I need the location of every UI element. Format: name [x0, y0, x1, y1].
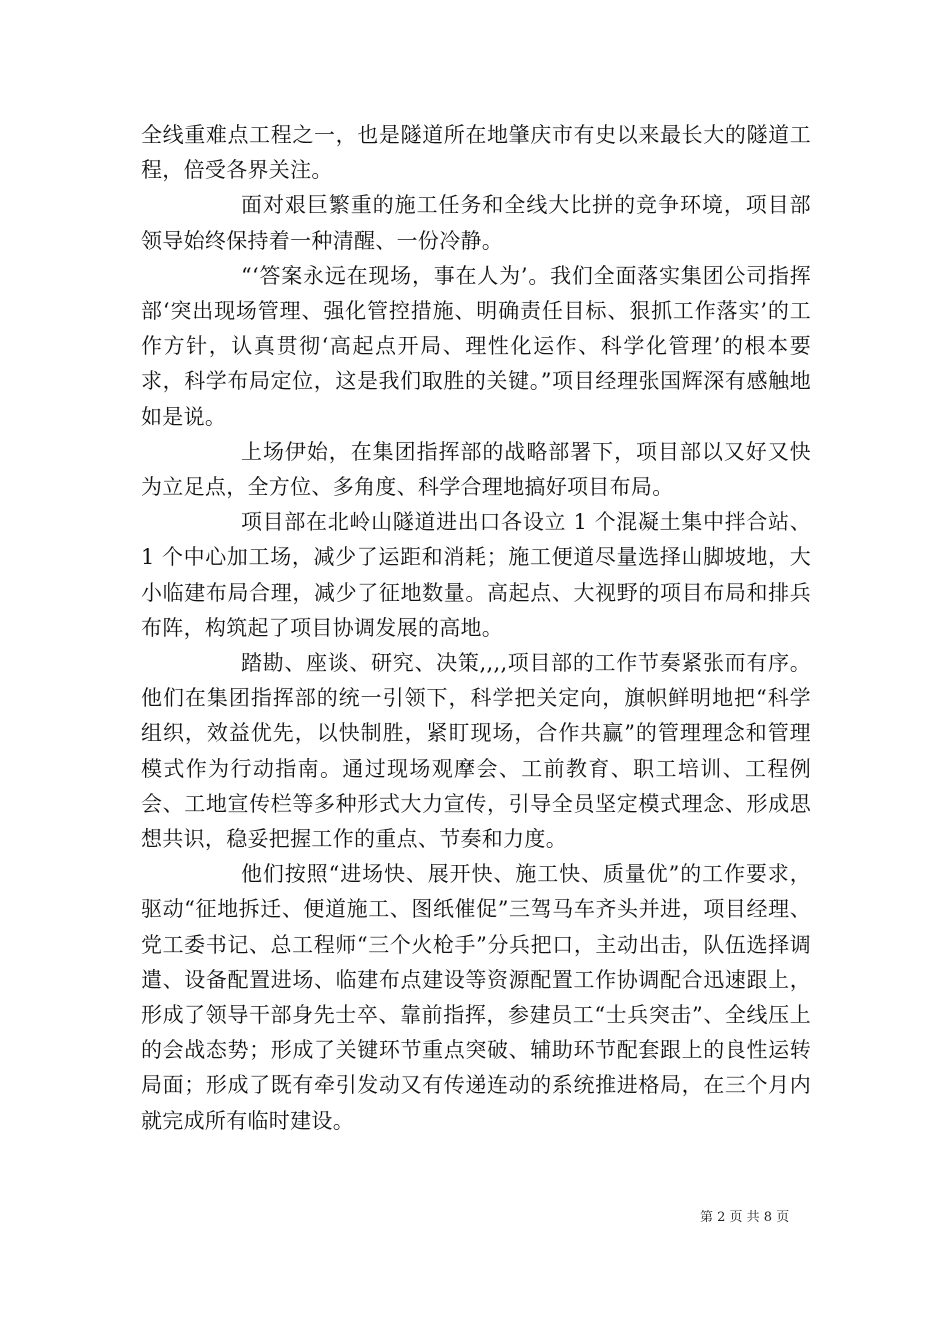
paragraph: 项目部在北岭山隧道进出口各设立 1 个混凝土集中拌合站、1 个中心加工场，减少了运距和消耗；施工便道尽量选择山脚坡地，大小临建布局合理，减少了征地数量。高起点、大视野的项目布局和排兵布阵，构筑起了项目协调发展的高地。	[141, 510, 811, 640]
paragraph-quote: “‘答案永远在现场，事在人为’。我们全面落实集团公司指挥部‘突出现场管理、强化管控措施、明确责任目标、狠抓工作落实’的工作方针，认真贯彻‘高起点开局、理性化运作、科学化管理’的根本要求，科学布局定位，这是我们取胜的关键。”项目经理张国辉深有感触地如是说。	[141, 263, 811, 429]
paragraph: 面对艰巨繁重的施工任务和全线大比拼的竞争环境，项目部领导始终保持着一种清醒、一份冷静。	[141, 193, 811, 253]
paragraph: 踏勘、座谈、研究、决策,,,,项目部的工作节奏紧张而有序。他们在集团指挥部的统一引领下，科学把关定向，旗帜鲜明地把“科学组织，效益优先，以快制胜，紧盯现场，合作共赢”的管理理念和管理模式作为行动指南。通过现场观摩会、工前教育、职工培训、工程例会、工地宣传栏等多种形式大力宣传，引导全员坚定模式理念、形成思想共识，稳妥把握工作的重点、节奏和力度。	[141, 651, 811, 852]
page-number: 第 2 页 共 8 页	[700, 1210, 790, 1225]
document-body	[141, 118, 811, 1139]
paragraph: 他们按照“进场快、展开快、施工快、质量优”的工作要求，驱动“征地拆迁、便道施工、图纸催促”三驾马车齐头并进，项目经理、党工委书记、总工程师“三个火枪手”分兵把口，主动出击，队伍选择调遣、设备配置进场、临建布点建设等资源配置工作协调配合迅速跟上，形成了领导干部身先士卒、靠前指挥，参建员工“士兵突击”、全线压上的会战态势；形成了关键环节重点突破、辅助环节配套跟上的良性运转局面；形成了既有牵引发动又有传递连动的系统推进格局，在三个月内就完成所有临时建设。	[141, 862, 811, 1133]
paragraph-continuation: 全线重难点工程之一，也是隧道所在地肇庆市有史以来最长大的隧道工程，倍受各界关注。	[141, 123, 811, 183]
paragraph: 上场伊始，在集团指挥部的战略部署下，项目部以又好又快为立足点，全方位、多角度、科学合理地搞好项目布局。	[141, 439, 811, 500]
